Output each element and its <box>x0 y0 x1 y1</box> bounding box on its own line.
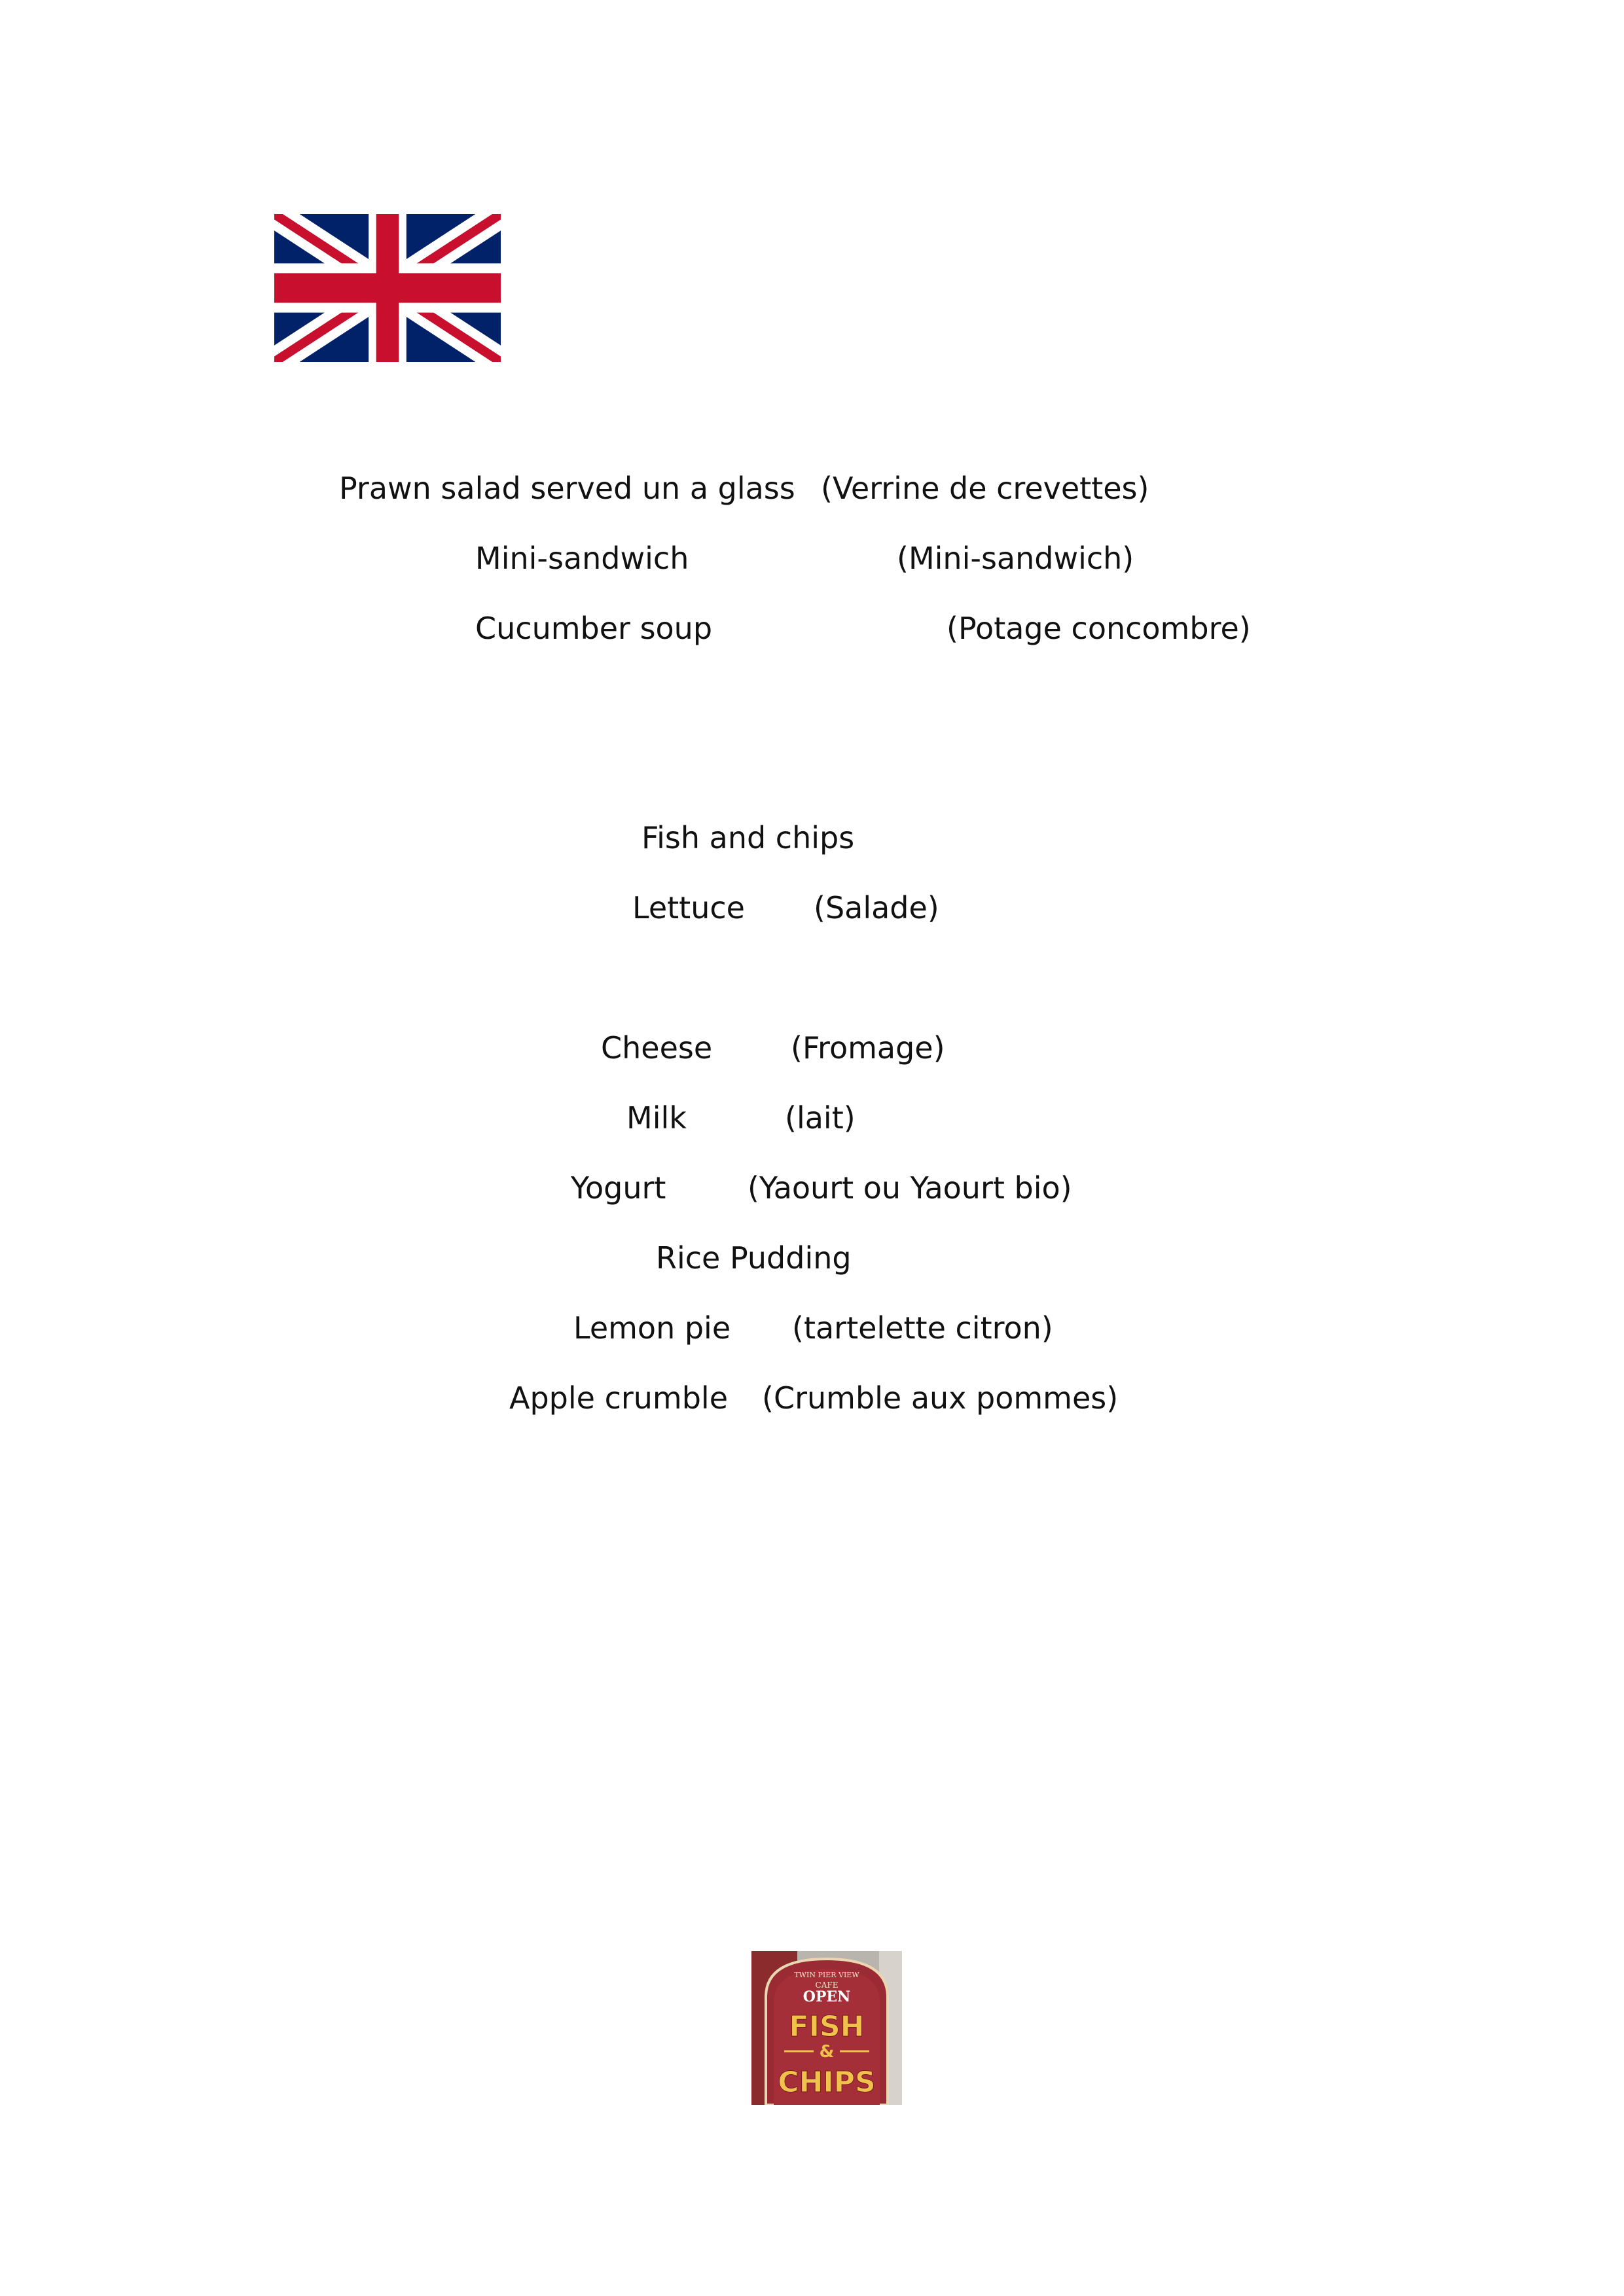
dessert-lemon-pie-en: Lemon pie <box>573 1310 731 1346</box>
dairy-cheese-en: Cheese <box>601 1030 713 1066</box>
starter-prawn-salad-fr: (Verrine de crevettes) <box>821 471 1149 506</box>
starter-mini-sandwich-en: Mini-sandwich <box>475 541 689 576</box>
sign-cafe: CAFE <box>815 1981 839 1990</box>
sign-ampersand: & <box>819 2042 835 2062</box>
dessert-lemon-pie-fr: (tartelette citron) <box>792 1310 1053 1346</box>
dairy-milk-fr: (lait) <box>785 1100 856 1136</box>
uk-flag-image <box>274 214 501 362</box>
sign-open: OPEN <box>803 1988 851 2005</box>
fish-and-chips-sign-image <box>751 1951 902 2105</box>
starter-prawn-salad-en: Prawn salad served un a glass <box>339 471 795 506</box>
dairy-yogurt-fr: (Yaourt ou Yaourt bio) <box>748 1170 1072 1206</box>
sign-fish: FISH <box>789 2010 865 2043</box>
dairy-milk-en: Milk <box>626 1100 687 1136</box>
starter-cucumber-soup-fr: (Potage concombre) <box>947 611 1251 646</box>
main-side-en: Lettuce <box>632 890 745 925</box>
main-dish: Fish and chips <box>641 820 855 855</box>
dessert-apple-crumble-en: Apple crumble <box>509 1380 729 1416</box>
dessert-apple-crumble-fr: (Crumble aux pommes) <box>762 1380 1119 1416</box>
dairy-cheese-fr: (Fromage) <box>791 1030 945 1066</box>
dessert-rice-pudding: Rice Pudding <box>656 1240 852 1276</box>
sign-arc-text: TWIN PIER VIEW <box>794 1971 859 1979</box>
starter-mini-sandwich-fr: (Mini-sandwich) <box>897 541 1134 576</box>
main-side-fr: (Salade) <box>814 890 939 925</box>
sign-chips: CHIPS <box>778 2066 876 2099</box>
dairy-yogurt-en: Yogurt <box>571 1170 666 1206</box>
starter-cucumber-soup-en: Cucumber soup <box>475 611 713 646</box>
